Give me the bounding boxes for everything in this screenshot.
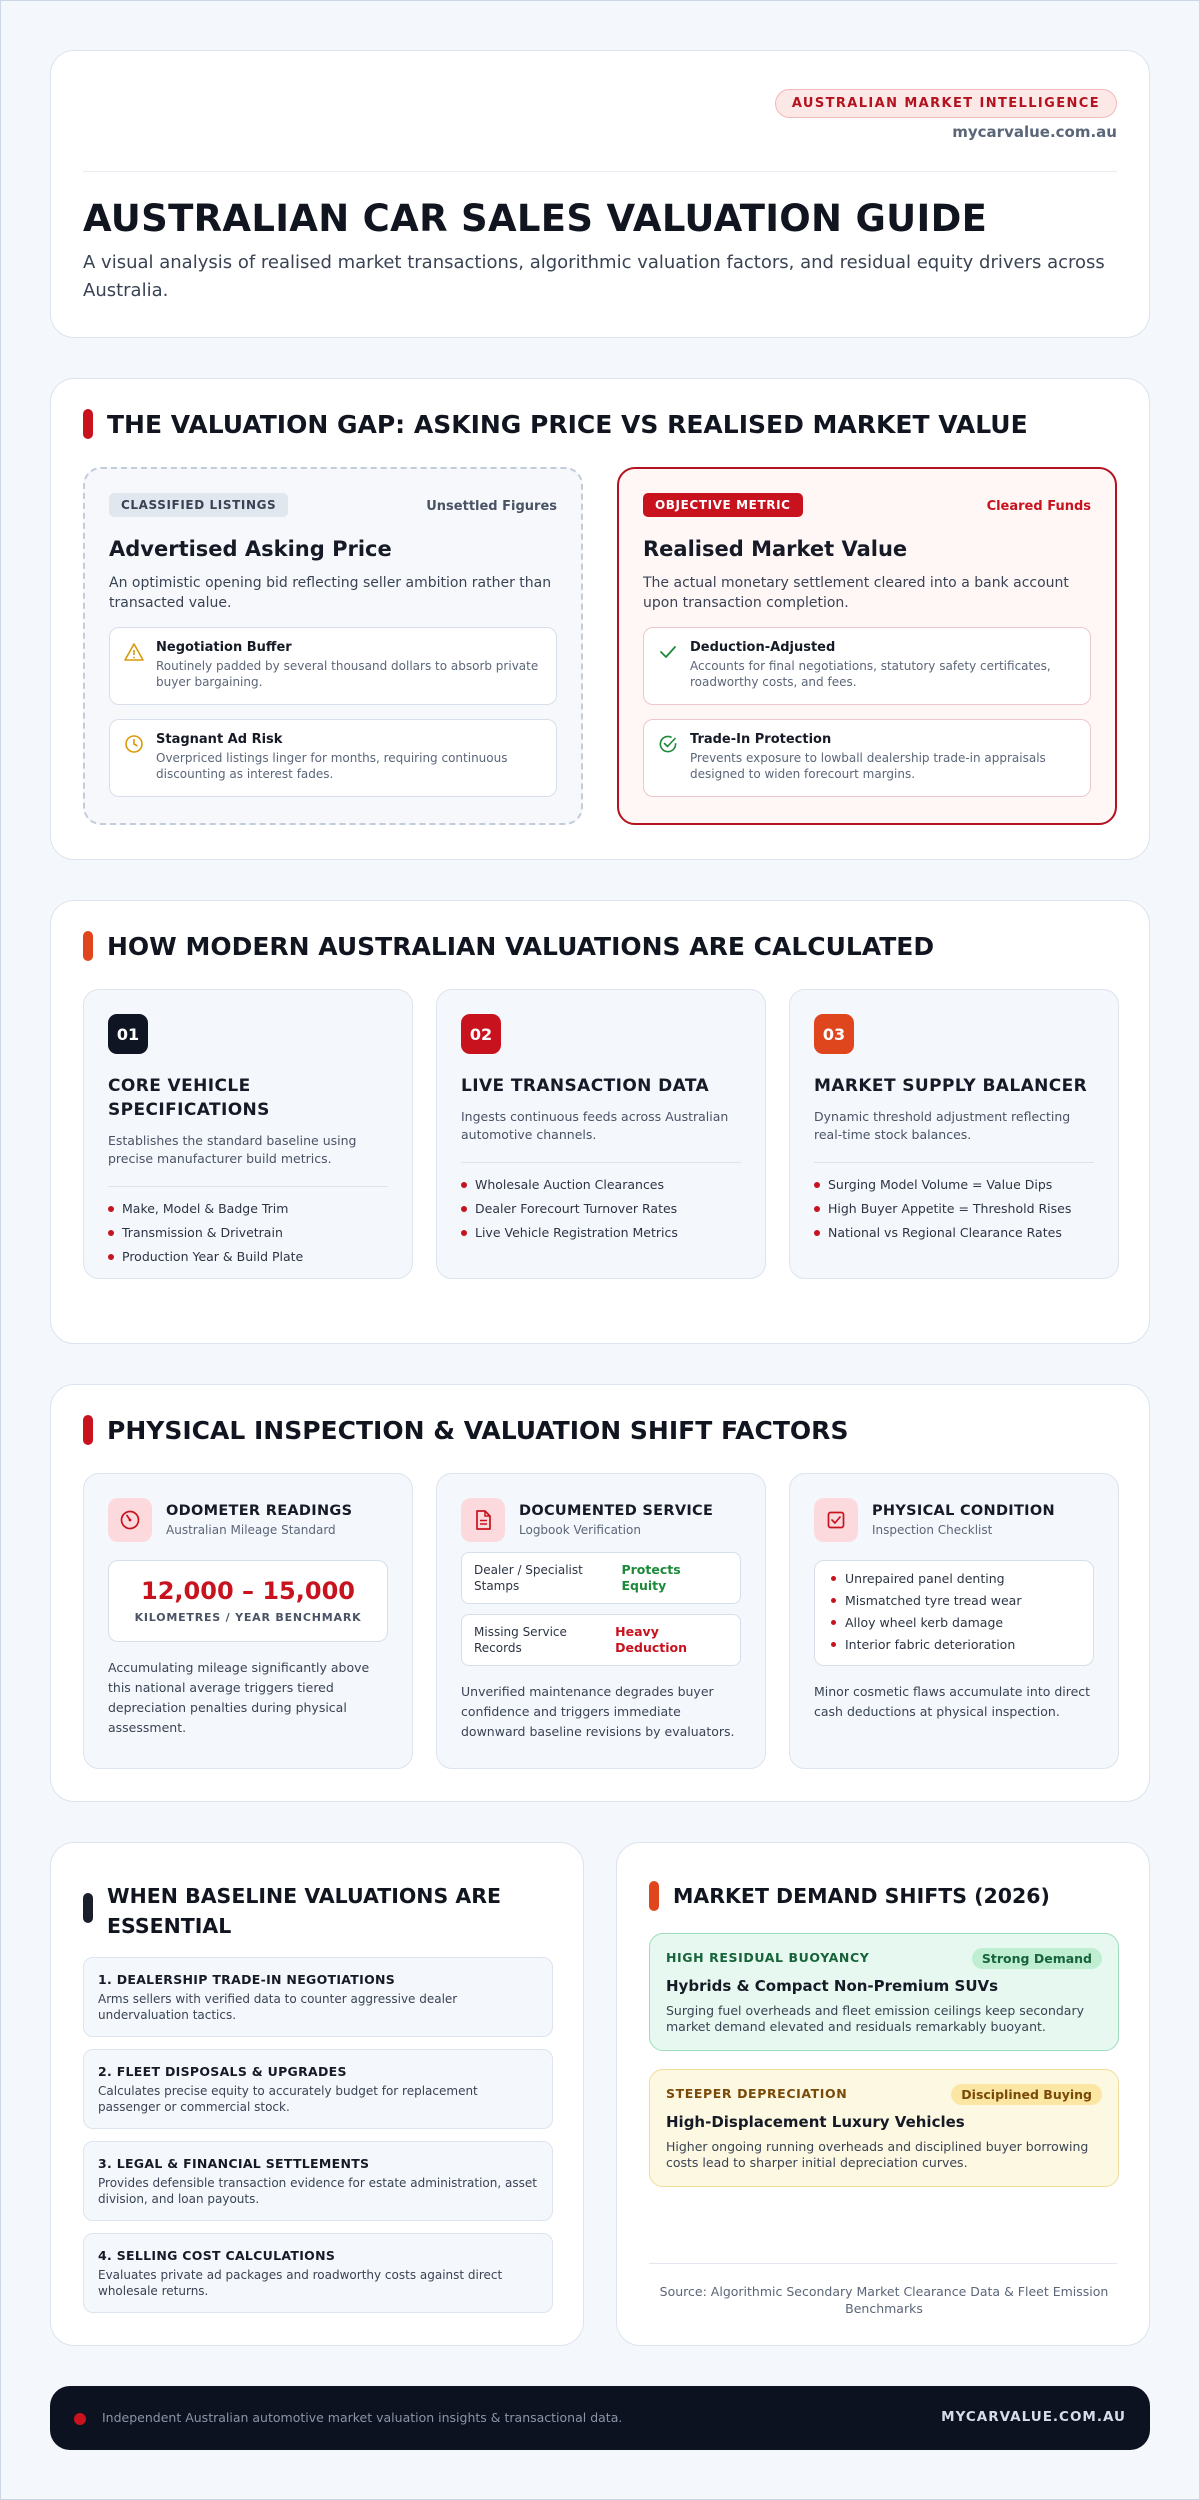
section-title: HOW MODERN AUSTRALIAN VALUATIONS ARE CALCULATED (107, 931, 935, 961)
objective-tag: OBJECTIVE METRIC (643, 493, 803, 517)
status-badge: Disciplined Buying (951, 2084, 1102, 2105)
section-heading (83, 1415, 848, 1445)
column-list (461, 1177, 741, 1249)
icon-tile (461, 1498, 505, 1542)
checklist-item: Unrepaired panel denting (829, 1571, 1079, 1593)
asking-price-card (83, 467, 583, 825)
odometer-benchmark (108, 1560, 388, 1642)
classified-tag: CLASSIFIED LISTINGS (109, 493, 288, 517)
section-title: WHEN BASELINE VALUATIONS ARE ESSENTIAL (107, 1884, 502, 1938)
source-divider (649, 2263, 1117, 2264)
column-list (814, 1177, 1094, 1249)
list-item (83, 2233, 553, 2313)
warning-icon (124, 642, 144, 662)
demand-key: HIGH RESIDUAL BUOYANCY (666, 1950, 870, 1965)
demand-card-depreciation (649, 2069, 1119, 2187)
column-title: CORE VEHICLE SPECIFICATIONS (108, 1076, 270, 1120)
card-header (108, 1498, 388, 1542)
service-label: Missing Service Records (474, 1625, 567, 1655)
physical-inspection-section (50, 1384, 1150, 1802)
odometer-card (83, 1473, 413, 1769)
card-meta: Cleared Funds (986, 499, 1091, 514)
card-title: ODOMETER READINGS (166, 1503, 353, 1519)
footer-text: Independent Australian automotive market valuation insights & transactional data. (102, 2410, 623, 2425)
card-title: Realised Market Value (643, 537, 908, 561)
column-divider (461, 1162, 741, 1163)
benchmark-value: 12,000 – 15,000 (141, 1577, 355, 1605)
page-lead: A visual analysis of realised market transactions, algorithmic valuation factors, and residual equity drivers across Australia. (83, 252, 1105, 301)
card-note: Minor cosmetic flaws accumulate into direct cash deductions at physical inspection. (814, 1684, 1091, 1719)
list-item: Dealer Forecourt Turnover Rates (461, 1201, 741, 1225)
check-circle-icon (658, 734, 678, 754)
section-accent-bar (83, 409, 93, 439)
icon-tile (108, 1498, 152, 1542)
when-essential-section (50, 1842, 584, 2346)
column-list (108, 1201, 388, 1273)
section-heading (83, 1881, 527, 1941)
service-value: Protects Equity (621, 1562, 681, 1593)
demand-key: STEEPER DEPRECIATION (666, 2086, 848, 2101)
icon-tile (814, 1498, 858, 1542)
item-title: Deduction-Adjusted (690, 640, 836, 655)
calc-column-core (83, 989, 413, 1279)
column-desc: Establishes the standard baseline using precise manufacturer build metrics. (108, 1133, 357, 1166)
checklist-item: Mismatched tyre tread wear (829, 1593, 1079, 1615)
market-badge: AUSTRALIAN MARKET INTELLIGENCE (775, 89, 1117, 118)
column-title: LIVE TRANSACTION DATA (461, 1076, 710, 1096)
item-title: Trade-In Protection (690, 732, 832, 747)
negotiation-buffer-item (109, 627, 557, 705)
header-divider (83, 171, 1117, 172)
section-heading (649, 1881, 1093, 1911)
header-card (50, 50, 1150, 338)
card-meta: Unsettled Figures (426, 499, 557, 514)
calculation-section (50, 900, 1150, 1344)
column-desc: Ingests continuous feeds across Australian automotive channels. (461, 1109, 729, 1142)
list-item (83, 1957, 553, 2037)
item-desc: Accounts for final negotiations, statutory safety certificates, roadworthy costs, and fees. (690, 659, 1051, 689)
item-title: Stagnant Ad Risk (156, 732, 283, 747)
card-title: DOCUMENTED SERVICE (519, 1503, 714, 1519)
step-number: 02 (461, 1014, 501, 1054)
demand-title: Hybrids & Compact Non-Premium SUVs (666, 1977, 999, 1995)
trade-in-protection-item (643, 719, 1091, 797)
check-icon (658, 642, 678, 662)
item-desc: Provides defensible transaction evidence for estate administration, asset division, and loan payouts. (98, 2176, 537, 2206)
section-accent-bar (649, 1881, 659, 1911)
item-title: Negotiation Buffer (156, 640, 292, 655)
section-accent-bar (83, 931, 93, 961)
column-divider (108, 1186, 388, 1187)
benchmark-unit: KILOMETRES / YEAR BENCHMARK (134, 1611, 362, 1624)
service-row (461, 1614, 741, 1666)
card-subtitle: Logbook Verification (519, 1523, 641, 1537)
page-title: AUSTRALIAN CAR SALES VALUATION GUIDE (83, 197, 988, 240)
footer-site-link[interactable]: MYCARVALUE.COM.AU (941, 2409, 1126, 2425)
list-item: High Buyer Appetite = Threshold Rises (814, 1201, 1094, 1225)
item-title: 1. DEALERSHIP TRADE-IN NEGOTIATIONS (98, 1972, 396, 1987)
column-divider (814, 1162, 1094, 1163)
item-title: 3. LEGAL & FINANCIAL SETTLEMENTS (98, 2156, 370, 2171)
column-title: MARKET SUPPLY BALANCER (814, 1076, 1088, 1096)
section-accent-bar (83, 1893, 93, 1923)
section-heading (83, 409, 1028, 439)
step-number: 01 (108, 1014, 148, 1054)
list-item (83, 2141, 553, 2221)
item-desc: Routinely padded by several thousand dollars to absorb private buyer bargaining. (156, 659, 539, 689)
card-subtitle: Australian Mileage Standard (166, 1523, 336, 1537)
stagnant-ad-item (109, 719, 557, 797)
list-item: Surging Model Volume = Value Dips (814, 1177, 1094, 1201)
item-title: 2. FLEET DISPOSALS & UPGRADES (98, 2064, 347, 2079)
card-header (814, 1498, 1094, 1542)
list-item (83, 2049, 553, 2129)
item-title: 4. SELLING COST CALCULATIONS (98, 2248, 336, 2263)
card-desc: An optimistic opening bid reflecting seller ambition rather than transacted value. (109, 575, 552, 611)
item-desc: Overpriced listings linger for months, requiring continuous discounting as interest fades. (156, 751, 508, 781)
footer-dot (74, 2413, 86, 2425)
section-title: THE VALUATION GAP: ASKING PRICE VS REALISED MARKET VALUE (107, 409, 1028, 439)
service-label: Dealer / Specialist Stamps (474, 1563, 583, 1593)
item-desc: Evaluates private ad packages and roadworthy costs against direct wholesale returns. (98, 2268, 503, 2298)
service-card (436, 1473, 766, 1769)
deduction-adjusted-item (643, 627, 1091, 705)
condition-card (789, 1473, 1119, 1769)
step-number: 03 (814, 1014, 854, 1054)
list-item: Production Year & Build Plate (108, 1249, 388, 1273)
card-subtitle: Inspection Checklist (872, 1523, 993, 1537)
service-value: Heavy Deduction (615, 1624, 688, 1655)
list-item: Wholesale Auction Clearances (461, 1177, 741, 1201)
card-title: Advertised Asking Price (109, 537, 392, 561)
item-desc: Arms sellers with verified data to counter aggressive dealer undervaluation tactics. (98, 1992, 458, 2022)
checkbox-icon (825, 1509, 847, 1531)
checklist-item: Alloy wheel kerb damage (829, 1615, 1079, 1637)
calc-column-live (436, 989, 766, 1279)
gauge-icon (119, 1509, 141, 1531)
demand-shifts-section (616, 1842, 1150, 2346)
card-note: Unverified maintenance degrades buyer confidence and triggers immediate downward baseline revisions by evaluators. (461, 1684, 735, 1739)
section-title: PHYSICAL INSPECTION & VALUATION SHIFT FACTORS (107, 1415, 849, 1445)
card-header (461, 1498, 741, 1542)
card-note: Accumulating mileage significantly above this national average triggers tiered depreciation penalties during physical assessment. (108, 1660, 370, 1735)
realised-value-card (617, 467, 1117, 825)
demand-desc: Surging fuel overheads and fleet emission ceilings keep secondary market demand elevated and residuals remarkably buoyant. (666, 2003, 1085, 2034)
clock-icon (124, 734, 144, 754)
list-item: Live Vehicle Registration Metrics (461, 1225, 741, 1249)
section-heading (83, 931, 934, 961)
valuation-gap-section (50, 378, 1150, 860)
status-badge: Strong Demand (972, 1948, 1102, 1969)
inspection-checklist (814, 1560, 1094, 1666)
card-desc: The actual monetary settlement cleared into a bank account upon transaction completion. (643, 575, 1069, 611)
item-desc: Prevents exposure to lowball dealership trade-in appraisals designed to widen forecourt margins. (690, 751, 1046, 781)
checklist-item: Interior fabric deterioration (829, 1637, 1079, 1659)
demand-desc: Higher ongoing running overheads and disciplined buyer borrowing costs lead to sharper initial depreciation curves. (666, 2139, 1089, 2170)
list-item: Make, Model & Badge Trim (108, 1201, 388, 1225)
source-note: Source: Algorithmic Secondary Market Clearance Data & Fleet Emission Benchmarks (659, 2284, 1109, 2316)
item-desc: Calculates precise equity to accurately budget for replacement passenger or commercial stock. (98, 2084, 478, 2114)
calc-column-market (789, 989, 1119, 1279)
document-icon (472, 1509, 494, 1531)
service-row (461, 1552, 741, 1604)
list-item: National vs Regional Clearance Rates (814, 1225, 1094, 1249)
section-title: MARKET DEMAND SHIFTS (2026) (673, 1884, 1050, 1908)
list-item: Transmission & Drivetrain (108, 1225, 388, 1249)
section-accent-bar (83, 1415, 93, 1445)
site-link[interactable]: mycarvalue.com.au (952, 123, 1117, 141)
card-title: PHYSICAL CONDITION (872, 1503, 1055, 1519)
demand-card-strong (649, 1933, 1119, 2051)
demand-title: High-Displacement Luxury Vehicles (666, 2113, 965, 2131)
footer (50, 2386, 1150, 2450)
column-desc: Dynamic threshold adjustment reflecting real-time stock balances. (814, 1109, 1071, 1142)
